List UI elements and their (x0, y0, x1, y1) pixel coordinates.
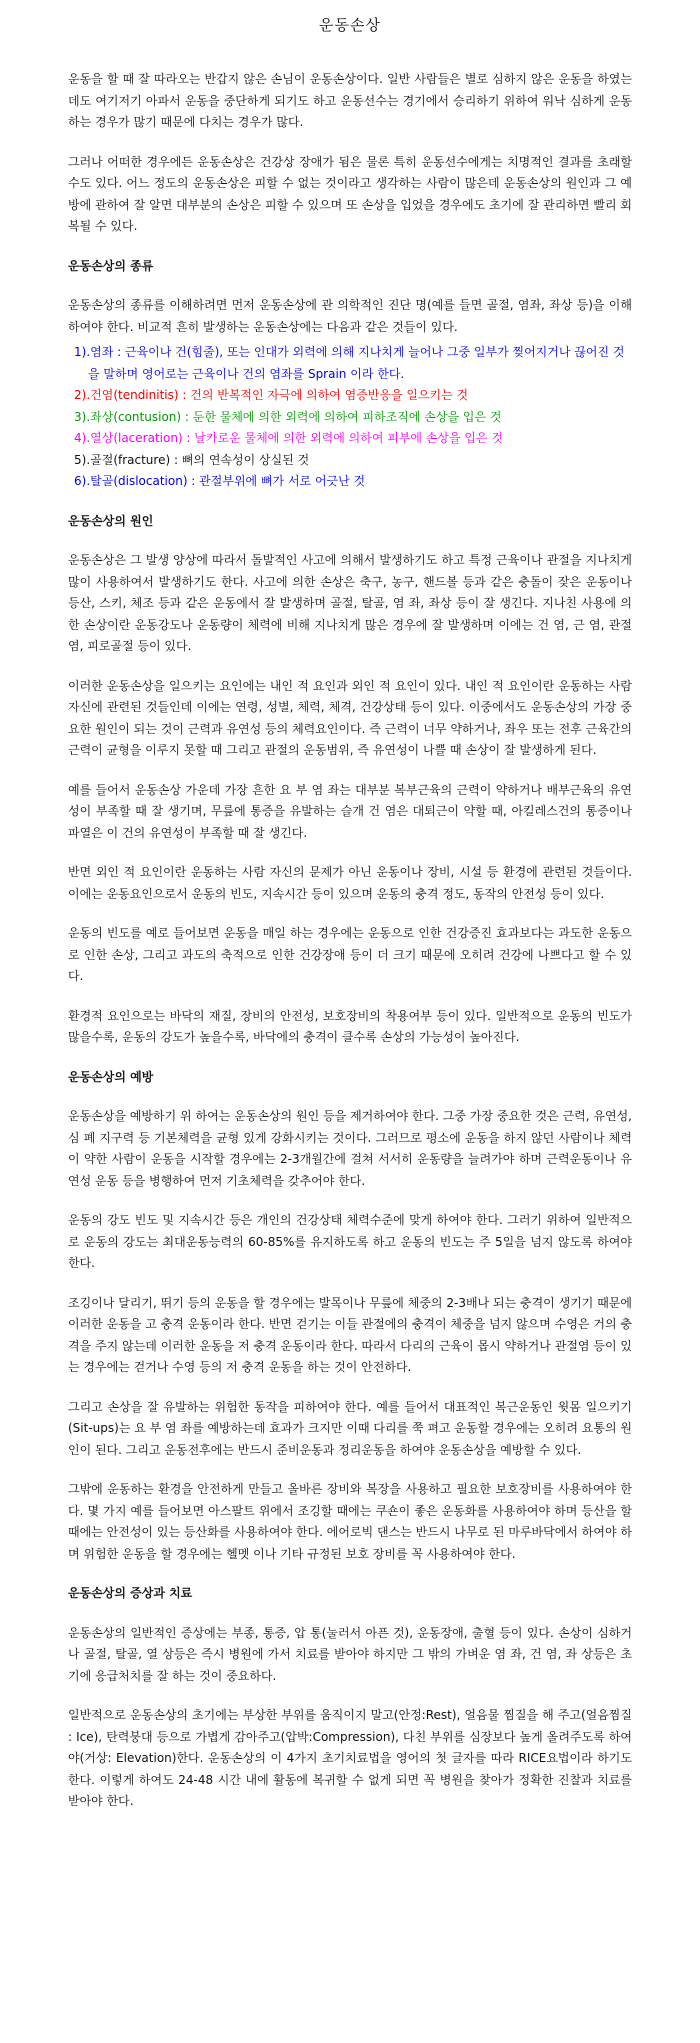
causes-paragraph-1: 운동손상은 그 발생 양상에 따라서 돌발적인 사고에 의해서 발생하기도 하고 특정 근육이나 관절을 지나치게 많이 사용하여서 발생하기도 한다. 사고에 의한 손상은 축구, 농구, 핸드볼 등과 같은 충돌이 잦은 운동이나 등산, 스키, 체조 등과 같은 운동에서 잘 발생하며 골절, 탈골, 염 좌, 좌상 등이 잘 생긴다. 지나친 사용에 의한 손상이란 운동강도나 운동량이 체력에 비해 지나치게 많은 경우에 잘 발생하며 이에는 건 염, 근 염, 관절염, 피로골절 등이 있다. (68, 553, 632, 653)
prevention-paragraph-4: 그리고 손상을 잘 유발하는 위험한 동작을 피하여야 한다. 예를 들어서 대표적인 복근운동인 윗몸 일으키기(Sit-ups)는 요 부 염 좌를 예방하는데 효과가 크지만 이때 다리를 쭉 펴고 운동할 경우에는 오히려 요통의 원인이 된다. 그리고 운동전후에는 반드시 준비운동과 정리운동을 하여야 운동손상을 예방할 수 있다. (68, 1399, 632, 1457)
section-heading-causes: 운동손상의 원인 (68, 513, 154, 528)
injury-type-contusion: 3).좌상(contusion) : 둔한 물체에 의한 외력에 의하여 피하조직에 손상을 입은 것 (74, 409, 502, 424)
prevention-paragraph-5: 그밖에 운동하는 환경을 안전하게 만들고 올바른 장비와 복장을 사용하고 필요한 보호장비를 사용하여야 한다. 몇 가지 예를 들어보면 아스팔트 위에서 조깅할 때에는 쿠숀이 좋은 운동화를 사용하여야 하며 등산을 할 때에는 안전성이 있는 등산화를 사용하여야 한다. 에어로빅 댄스는 반드시 나무로 된 마루바닥에서 하여야 하며 위험한 운동을 할 경우에는 헬멧 이나 기타 규정된 보호 장비를 꼭 사용하여야 한다. (68, 1482, 632, 1561)
prevention-paragraph-2: 운동의 강도 빈도 및 지속시간 등은 개인의 건강상태 체력수준에 맞게 하여야 한다. 그러기 위하여 일반적으로 운동의 강도는 최대운동능력의 60-85%를 유지하도록 하고 운동의 빈도는 주 5일을 넘지 않도록 하여야 한다. (68, 1213, 632, 1270)
causes-paragraph-6: 환경적 요인으로는 바닥의 재질, 장비의 안전성, 보호장비의 착용여부 등이 있다. 일반적으로 운동의 빈도가 많을수록, 운동의 강도가 높을수록, 바닥에의 충격이 클수록 손상의 가능성이 높아진다. (68, 1008, 632, 1044)
page-title: 운동손상 (319, 16, 381, 34)
injury-types-list (68, 342, 632, 493)
symptoms-paragraph-2: 일반적으로 운동손상의 초기에는 부상한 부위를 움직이지 말고(안정:Rest), 얼음물 찜질을 해 주고(얼음찜질 : Ice), 탄력붕대 등으로 가볍게 감아주고(압박:Compression), 다친 부위를 심장보다 높게 올려주도록 하여야(거상: Elevation)한다. 운동손상의 이 4가지 초기치료법을 영어의 첫 글자를 따라 RICE요법이라 하기도 한다. 이렇게 하여도 24-48 시간 내에 활동에 복귀할 수 없게 되면 꼭 병원을 찾아가 정확한 진찰과 치료를 받아야 한다. (68, 1708, 632, 1808)
injury-type-tendinitis: 2).건염(tendinitis) : 건의 반복적인 자극에 의하여 염증반응을 일으키는 것 (74, 388, 469, 402)
causes-paragraph-4: 반면 외인 적 요인이란 운동하는 사람 자신의 문제가 아닌 운동이나 장비, 시설 등 환경에 관련된 것들이다. 이에는 운동요인으로서 운동의 빈도, 지속시간 등이 있으며 운동의 충격 정도, 동작의 안전성 등이 있다. (68, 865, 632, 901)
symptoms-paragraph-1: 운동손상의 일반적인 증상에는 부종, 통증, 압 통(눌러서 아픈 것), 운동장애, 출혈 등이 있다. 손상이 심하거나 골절, 탈골, 열 상등은 즉시 병원에 가서 치료를 받아야 하지만 그 밖의 가벼운 염 좌, 건 염, 좌 상등은 초기에 응급처치를 잘 하는 것이 중요하다. (68, 1625, 632, 1683)
intro-paragraph-2: 그러나 어떠한 경우에든 운동손상은 건강상 장애가 됨은 물론 특히 운동선수에게는 치명적인 결과를 초래할 수도 있다. 어느 정도의 운동손상은 피할 수 없는 것이라고 생각하는 사람이 많은데 운동손상의 원인과 그 예방에 관하여 잘 알면 대부분의 손상은 피할 수 있으며 또 손상을 입었을 경우에도 초기에 잘 관리하면 빨리 회복될 수 있다. (68, 154, 632, 233)
injury-type-laceration: 4).열상(laceration) : 날카로운 물체에 의한 외력에 의하여 피부에 손상을 입은 것 (74, 431, 504, 445)
section-heading-prevention: 운동손상의 예방 (68, 1069, 154, 1084)
section-heading-types: 운동손상의 종류 (68, 258, 154, 273)
causes-paragraph-3: 예를 들어서 운동손상 가운데 가장 흔한 요 부 염 좌는 대부분 복부근육의 근력이 약하거나 배부근육의 유연성이 부족할 때 잘 생기며, 무릎에 통증을 유발하는 슬개 건 염은 대퇴근이 약할 때, 아킬레스건의 통증이나 파열은 이 건의 유연성이 부족할 때 잘 생긴다. (68, 782, 632, 840)
intro-paragraph-1: 운동을 할 때 잘 따라오는 반갑지 않은 손님이 운동손상이다. 일반 사람들은 별로 심하지 않은 운동을 하였는데도 여기저기 아파서 운동을 중단하게 되기도 하고 운동선수는 경기에서 승리하기 위하여 워낙 심하게 운동하는 경우가 많기 때문에 다치는 경우가 많다. (68, 72, 632, 129)
prevention-paragraph-1: 운동손상을 예방하기 위 하여는 운동손상의 원인 등을 제거하여야 한다. 그중 가장 중요한 것은 근력, 유연성, 심 폐 지구력 등 기본체력을 균형 있게 강화시키는 것이다. 그러므로 평소에 운동을 하지 않던 사람이나 체력이 약한 사람이 운동을 시작할 경우에는 2-3개월간에 걸쳐 서서히 운동량을 늘려가야 하며 근력운동이나 유연성 운동 등을 병행하여 먼저 기초체력을 갖추어야 한다. (68, 1109, 632, 1188)
injury-type-fracture: 5).골절(fracture) : 뼈의 연속성이 상실된 것 (74, 452, 310, 467)
causes-paragraph-2: 이러한 운동손상을 일으키는 요인에는 내인 적 요인과 외인 적 요인이 있다. 내인 적 요인이란 운동하는 사람 자신에 관련된 것들인데 이에는 연령, 성별, 체력, 체격, 건강상태 등이 있다. 이중에서도 운동손상의 가장 중요한 원인이 되는 것이 근력과 유연성 등의 체력요인이다. 즉 근력이 너무 약하거나, 좌우 또는 전후 근육간의 근력이 균형을 이루지 못할 때 그리고 관절의 운동범위, 즉 유연성이 나쁠 때 손상이 잘 발생하게 된다. (68, 678, 632, 757)
injury-type-dislocation: 6).탈골(dislocation) : 관절부위에 뼈가 서로 어긋난 것 (74, 474, 366, 488)
prevention-paragraph-3: 조깅이나 달리기, 뛰기 등의 운동을 할 경우에는 발목이나 무릎에 체중의 2-3배나 되는 충격이 생기기 때문에 이러한 운동을 고 충격 운동이라 한다. 반면 걷기는 이들 관절에의 충격이 체중을 넘지 않으며 수영은 거의 충격을 주지 않는데 이러한 운동을 저 충격 운동이라 한다. 따라서 다리의 근육이 몹시 약하거나 관절염 등이 있는 경우에는 걷거나 수영 등의 저 충격 운동을 하는 것이 안전하다. (68, 1295, 632, 1374)
types-intro-paragraph: 운동손상의 종류를 이해하려면 먼저 운동손상에 관 의학적인 진단 명(예를 들면 골절, 염좌, 좌상 등)을 이해하여야 한다. 비교적 흔히 발생하는 운동손상에는 다음과 같은 것들이 있다. (68, 298, 632, 334)
injury-type-sprain: 1).염좌 : 근육이나 건(힘줄), 또는 인대가 외력에 의해 지나치게 늘어나 그중 일부가 찢어지거나 끊어진 것을 말하며 영어로는 근육이나 건의 염좌를 Sprain 이라 한다. (74, 345, 625, 381)
section-heading-symptoms: 운동손상의 증상과 치료 (68, 1586, 193, 1600)
causes-paragraph-5: 운동의 빈도를 예로 들어보면 운동을 매일 하는 경우에는 운동으로 인한 건강증진 효과보다는 과도한 운동으로 인한 손상, 그리고 과도의 축적으로 인한 건강장애 등이 더 크기 때문에 오히려 건강에 나쁘다고 할 수 있다. (68, 926, 632, 983)
